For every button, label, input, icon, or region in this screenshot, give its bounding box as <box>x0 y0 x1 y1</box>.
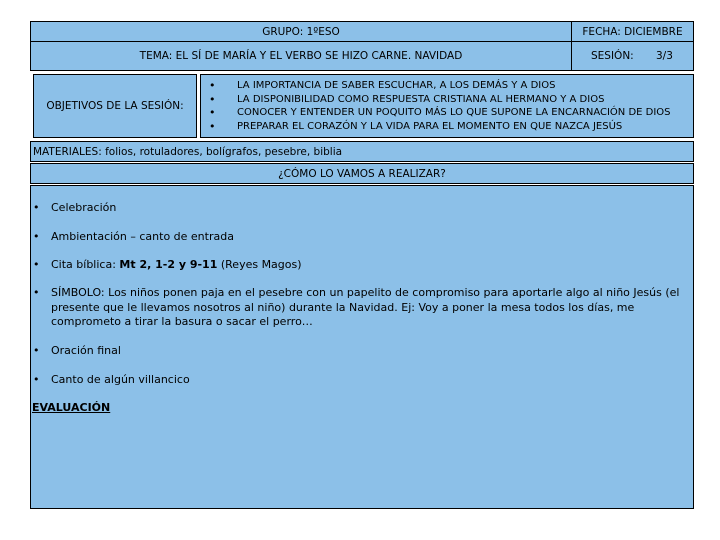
objectives-label-cell <box>33 74 197 138</box>
citation-prefix: Cita bíblica: <box>51 258 120 271</box>
activity-label: Celebración <box>51 201 117 214</box>
activity-label: Oración final <box>51 344 121 357</box>
activity-label <box>51 258 687 272</box>
grupo-row <box>30 21 694 42</box>
objective-item: • LA DISPONIBILIDAD COMO RESPUESTA CRISTIANA AL HERMANO Y A DIOS <box>209 93 671 107</box>
objectives-list-cell <box>200 74 694 138</box>
question-text: ¿CÓMO LO VAMOS A REALIZAR? <box>278 167 446 180</box>
row-divider <box>571 42 572 70</box>
materials-row <box>30 141 694 162</box>
bullet-icon: • <box>33 201 40 214</box>
fecha-label: FECHA: DICIEMBRE <box>582 26 683 38</box>
question-row <box>30 163 694 184</box>
grupo-label: GRUPO: 1ºESO <box>262 26 340 38</box>
evaluation-heading: EVALUACIÓN <box>32 401 111 414</box>
tema-row <box>30 41 694 71</box>
citation-suffix: (Reyes Magos) <box>217 258 302 271</box>
bullet-icon: • <box>33 344 40 357</box>
objective-item: • LA IMPORTANCIA DE SABER ESCUCHAR, A LOS DEMÁS Y A DIOS <box>209 79 671 93</box>
bullet-icon: • <box>33 230 40 243</box>
sesion-value: 3/3 <box>656 50 673 62</box>
objective-item: • CONOCER Y ENTENDER UN POQUITO MÁS LO QUE SUPONE LA ENCARNACIÓN DE DIOS <box>209 106 671 120</box>
activities-cell <box>30 185 694 509</box>
bullet-icon: • <box>33 373 40 386</box>
activity-label: SÍMBOLO: Los niños ponen paja en el pesebre con un papelito de compromiso para aportarle algo al niño Jesús (el presente que le llevamos nosotros al niño) durante la Navidad. Ej: Voy a poner la mesa todos los días, me comprometo a tirar la basura o sacar el perro… <box>51 286 680 328</box>
bullet-icon: • <box>33 258 40 271</box>
activity-label: Ambientación – canto de entrada <box>51 230 234 243</box>
objective-item: • PREPARAR EL CORAZÓN Y LA VIDA PARA EL MOMENTO EN QUE NAZCA JESÚS <box>209 120 671 134</box>
objectives-list <box>209 79 671 133</box>
citation-reference: Mt 2, 1-2 y 9-11 <box>119 258 218 271</box>
activity-label: Canto de algún villancico <box>51 373 190 386</box>
sesion-label: SESIÓN: <box>591 50 634 62</box>
materials-text: MATERIALES: folios, rotuladores, bolígrafos, pesebre, biblia <box>33 146 343 158</box>
bullet-icon: • <box>33 286 40 299</box>
tema-label: TEMA: EL SÍ DE MARÍA Y EL VERBO SE HIZO CARNE. NAVIDAD <box>139 50 463 62</box>
objectives-label: OBJETIVOS DE LA SESIÓN: <box>46 100 184 112</box>
